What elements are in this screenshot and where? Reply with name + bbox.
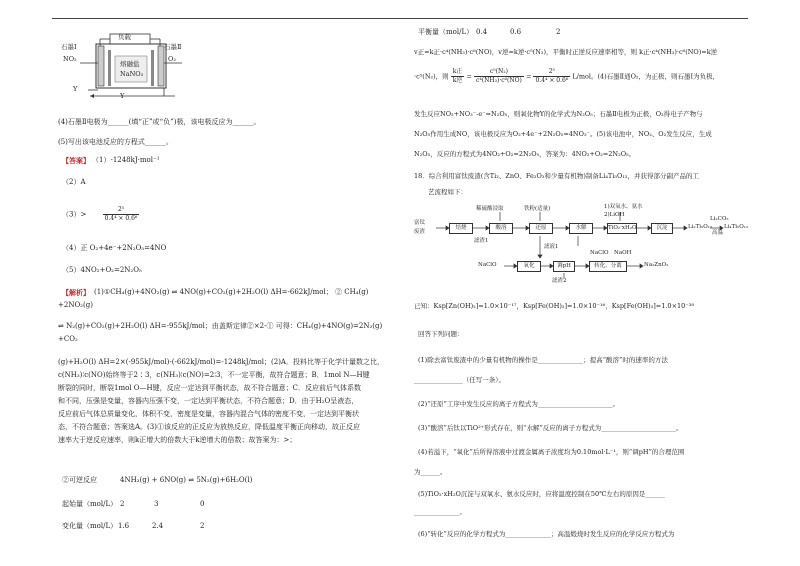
q18-line-1: 18．综合利用富钛废渣(含Ti₂、ZnO、Fe₂O₃和少量有机物)制备Li₄Ti₅O₁₂，并获得部分副产品的工 [414,172,699,180]
mechanism-line-1: 发生反应NO₂+NO₃⁻-e⁻=N₂O₅，则氧化物Y的化学式为N₂O₅；石墨Ⅱ电极为正极，O₂得电子产物与 [414,110,703,118]
flow-reagent-2: 2)LiOH [604,212,625,218]
analysis-line-9: 反应前后气体总质量变化，体积不变，密度是变量，容器内混合气体的密度不变，一定达到平衡状 [58,410,359,418]
initial-no: 3 [154,500,159,508]
flowchart-arrows [414,206,752,288]
concentration-numerator: c⁵(N₂) [474,68,524,77]
subquestion-2: (2)“还原”工序中发生反应的离子方程式为_______________________。 [418,400,620,408]
answer-3-fraction [103,206,140,223]
analysis-line-2: +2NO₂(g) [58,301,93,309]
electrode-1 [98,46,104,86]
flow-reagent-iron: 铁粉(适量) [524,206,551,212]
subquestion-3: (3)“酸溶”后钛以TiO²⁺形式存在，则“水解”反应的离子方程式为_______________________。 [418,424,683,432]
change-row-label: 变化量（mol/L） [62,522,118,530]
concentration-fraction [474,68,524,85]
subquestion-1-cont: _______________（任写一条）。 [414,376,505,384]
subquestion-5: (5)TiO₂·xH₂O沉淀与双氧水、氨水反应时，应将温度控制在50℃左右的原因是______ [418,490,665,498]
o2-label: O₂ [168,55,176,63]
k-ratio-fraction [451,68,465,85]
flow-naoh: NaOH [614,250,632,256]
equation-label: ②可逆反应 [62,476,97,484]
flow-product-zn: Na₂ZnO₂ [644,262,669,268]
fraction-numerator: 2⁵ [103,206,140,215]
change-no: 2.4 [152,522,164,530]
load-label: 负载 [118,33,131,41]
rate-line-2 [414,68,719,85]
subquestion-5-cont: ______________。 [414,508,466,516]
subquestion-4: (4)若溢下，“氧化”后所得溶液中过渡金属离子浓度均为0.10mol·L⁻¹，则“调pH”的合理范围 [418,448,685,456]
flow-step-roast: 焙烧 [449,223,473,234]
flow-step-acid-dissolve: 酸溶 [489,223,513,234]
flow-step-convert-separate: 转化、分离 [589,261,627,272]
k-ratio-numerator: k正 [451,68,465,77]
flow-residue-2: 滤渣2 [552,278,567,284]
change-nh3: 1.6 [118,522,130,530]
y-label-left: Y [73,85,78,93]
flow-naclo: NaClO [478,262,497,268]
graphite1-label: 石墨Ⅰ [61,43,77,51]
flow-product-final: Li₄Ti₅O₁₂ [724,224,749,230]
initial-n2: 0 [200,500,205,508]
k-ratio-denominator: k逆 [452,77,463,85]
value-denominator: 0.4⁴ × 0.6⁶ [535,77,569,85]
q18-line-2: 艺流程如下： [428,188,467,196]
header-rule [52,18,748,19]
flow-filtrate-1: 滤液1 [544,244,559,250]
analysis-line-8: 和不同，压强是变量，容器内压强不变，一定达到平衡状态，不符合题意；D．由于H₂O呈液态， [58,397,359,405]
rate-line-2-a: ·c⁵(N₂)，则 [414,72,449,81]
initial-nh3: 2 [120,500,125,508]
change-n2: 2 [200,522,205,530]
flow-step-adjust-ph: 调pH [553,261,575,272]
answer-2: （2）A [62,178,86,186]
initial-row-label: 起始量（mol/L） [62,500,118,508]
concentration-denominator: c⁴(NH₃)·c⁶(NO) [476,77,522,85]
nano3-label: NaNO₃ [120,70,144,78]
subquestion-1: (1)除去富钛废渣中的少量有机物的操作是______________；提高“酸溶”时的速率的方法 [418,356,668,364]
fraction-denominator: 0.4⁴ × 0.6⁶ [104,215,138,223]
mechanism-line-3: N₂O₅，反应的方程式为4NO₂+O₂=2N₂O₅，答案为：4NO₂+O₂=2N₂O₅。 [414,150,636,158]
analysis-line-5: (g)+H₂O(l) ΔH=2×(-955kJ/mol)-(-662kJ/mol)=-1248kJ/mol；(2)A．投料比等于化学计量数之比， [58,358,384,366]
flow-raw-2: 废渣 [414,229,426,235]
process-flowchart [414,206,752,288]
flow-step-precipitate: 沉淀 [651,223,673,234]
flow-residue-1: 滤渣1 [474,238,489,244]
flow-step-hydrolysis: 水解 [569,223,593,234]
flow-reagent-1: 1)双氧水、氨水 [604,204,643,210]
analysis-line-10: 态，不符合题意；答案选A。(3)①该反应的正反应为放热反应，降低温度平衡正向移动，故正反应 [58,423,360,431]
value-fraction [533,68,570,85]
answer-3 [62,206,139,223]
mechanism-line-2: N₂O₅作用生成NO，该电极反应为O₂+4e⁻+2N₂O₅=4NO₃⁻。(5)该电池中，NO₂、O₂发生反应，生成 [414,130,712,138]
flow-raw-1: 富钛 [414,220,426,226]
equals-1: = [466,72,472,81]
equilibrium-no: 0.6 [510,28,522,36]
flow-naclo-2: NaClO [590,250,609,256]
equilibrium-row-label: 平衡量（mol/L） [418,28,474,36]
no2-label: NO₂ [63,55,77,63]
flow-product-1: Li₂Ti₅O₁₅ [688,224,713,230]
subquestion-6: (6)“转化”反应的化学方程式为______________；高温煅烧时发生反应的化学反应方程式为 [418,530,675,538]
question-4: (4)石墨Ⅱ电极为______(填“正”或“负”)极，该电极反应为______。 [58,118,261,126]
value-numerator: 2⁵ [533,68,570,77]
equals-2: = [525,72,532,81]
ksp-info: 已知：Ksp[Zn(OH)₂]=1.0×10⁻¹⁷，Ksp[Fe(OH)₂]=1.0×10⁻¹⁶，Ksp[Fe(OH)₃]=1.0×10⁻³⁸ [414,302,694,310]
analysis-line-1: (1)①CH₄(g)+4NO₂(g) ⇌ 4NO(g)+CO₂(g)+2H₂O(l) ΔH=-662kJ/mol； ② CH₄(g) [94,288,369,296]
answer-prompt: 回答下列问题： [418,330,464,338]
graphite2-label: 石墨Ⅱ [164,43,182,51]
answer-1: （1）-1248kJ·mol⁻¹ [92,156,160,164]
flow-reagent-li2co3: Li₂CO₃ [710,216,729,222]
flow-step-oxidize: 氧化 [517,261,541,272]
analysis-line-7: 断裂的同时，断裂1mol O—H键，反应一定达到平衡状态，故不符合题意；C．反应前后气体系数 [58,384,361,392]
question-5: (5)写出该电池反应的方程式______。 [58,138,173,146]
electrode-2 [158,46,164,86]
melt-label: 熔融盐 [120,60,140,68]
answer-tag: 【答案】 [62,156,90,165]
analysis-line-3: ⇌ N₂(g)+CO₂(g)+2H₂O(l) ΔH=-955kJ/mol；由盖斯定律②×2-① 可得：CH₄(g)+4NO(g)=2N₂(g) [58,322,383,330]
answer-4: （4）正 O₂+4e⁻+2N₂O₅=4NO [62,244,167,252]
analysis-tag: 【解析】 [62,288,90,297]
y-label-bottom: Y [120,92,125,100]
equilibrium-n2: 2 [556,28,561,36]
flow-high-temp: 高温 [712,230,724,236]
subquestion-4-cont: 为______。 [414,468,447,476]
flow-step-tio2: TiO₂·xH₂O [607,223,637,234]
rate-line-2-d: L/mol。(4)石墨Ⅱ通O₂，为正极，则石墨Ⅰ为负极， [572,72,720,81]
flow-reagent-acid: 稀硫酸浸取 [476,206,504,212]
answer-5: （5）4NO₂+O₂=2N₂O₅ [62,266,142,274]
rate-line-1: v正=k正·c⁴(NH₃)·c⁶(NO)，v逆=k逆·c⁵(N₂)，平衡时正逆反应速率相等，则 k正·c⁴(NH₃)·c⁶(NO)=k逆 [414,48,718,56]
analysis-line-11: 速率大于逆反应速率，则k正增大的倍数大于k逆增大的倍数；故答案为：>； [58,436,297,444]
analysis-line-6: c(NH₃)∶c(NO)始终等于2∶3，c(NH₃)∶c(NO)=2∶3，不一定平衡，故符合题意；B．1mol N—H键 [58,371,370,379]
analysis-line-4: +CO₂ [58,335,78,343]
answer-3-prefix: （3）> [62,210,87,219]
equilibrium-nh3: 0.4 [476,28,488,36]
flow-step-reduce: 还原 [529,223,553,234]
equation: 4NH₃(g) + 6NO(g) ⇌ 5N₂(g)+6H₂O(l) [120,476,253,484]
